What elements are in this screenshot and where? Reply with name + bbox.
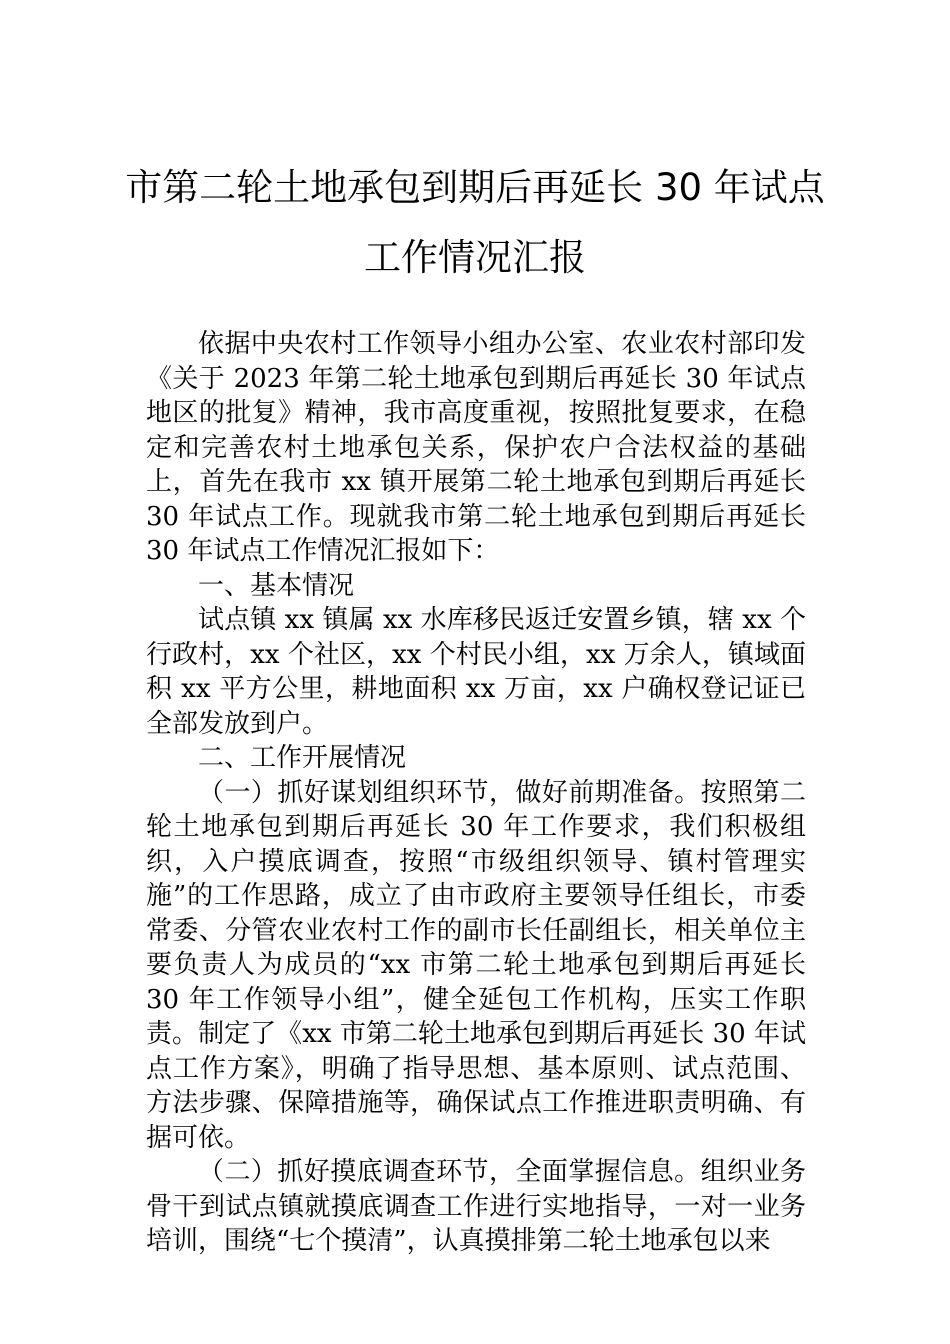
section-heading-basic-situation: 一、基本情况 <box>198 570 355 601</box>
paragraph-intro: 依据中央农村工作领导小组办公室、农业农村部印发《关于 2023 年第二轮土地承包到期后再延长 30 年试点地区的批复》精神，我市高度重视，按照批复要求，在稳定和完善农村土地承包关系，保护农户合法权益的基础上，首先在我市 xx 镇开展第二轮土地承包到期后再延长 30 年试点工作。现就我市第二轮土地承包到期后再延长 30 年试点工作情况汇报如下： <box>146 329 806 566</box>
paragraph-planning-organization: （一）抓好谋划组织环节，做好前期准备。按照第二轮土地承包到期后再延长 30 年工作要求，我们积极组织，入户摸底调查，按照“市级组织领导、镇村管理实施”的工作思路，成立了由市政府主要领导任组长，市委常委、分管农业农村工作的副市长任副组长，相关单位主要负责人为成员的“xx 市第二轮土地承包到期后再延长 30 年工作领导小组”，健全延包工作机构，压实工作职责。制定了《xx 市第二轮土地承包到期后再延长 30 年试点工作方案》，明确了指导思想、基本原则、试点范围、方法步骤、保障措施等，确保试点工作推进职责明确、有据可依。 <box>146 777 806 1153</box>
paragraph-basic-situation: 试点镇 xx 镇属 xx 水库移民返迁安置乡镇，辖 xx 个行政村，xx 个社区，xx 个村民小组，xx 万余人，镇域面积 xx 平方公里，耕地面积 xx 万亩，xx 户确权登记证已全部发放到户。 <box>146 605 806 739</box>
section-heading-work-progress: 二、工作开展情况 <box>198 743 407 773</box>
paragraph-survey-investigation: （二）抓好摸底调查环节，全面掌握信息。组织业务骨干到试点镇就摸底调查工作进行实地指导，一对一业务培训，围绕“七个摸清”，认真摸排第二轮土地承包以来 <box>146 1157 806 1256</box>
document-title-line-1: 市第二轮土地承包到期后再延长 30 年试点 <box>125 166 825 209</box>
document-title-line-2: 工作情况汇报 <box>364 236 586 279</box>
document-body <box>146 327 806 1259</box>
